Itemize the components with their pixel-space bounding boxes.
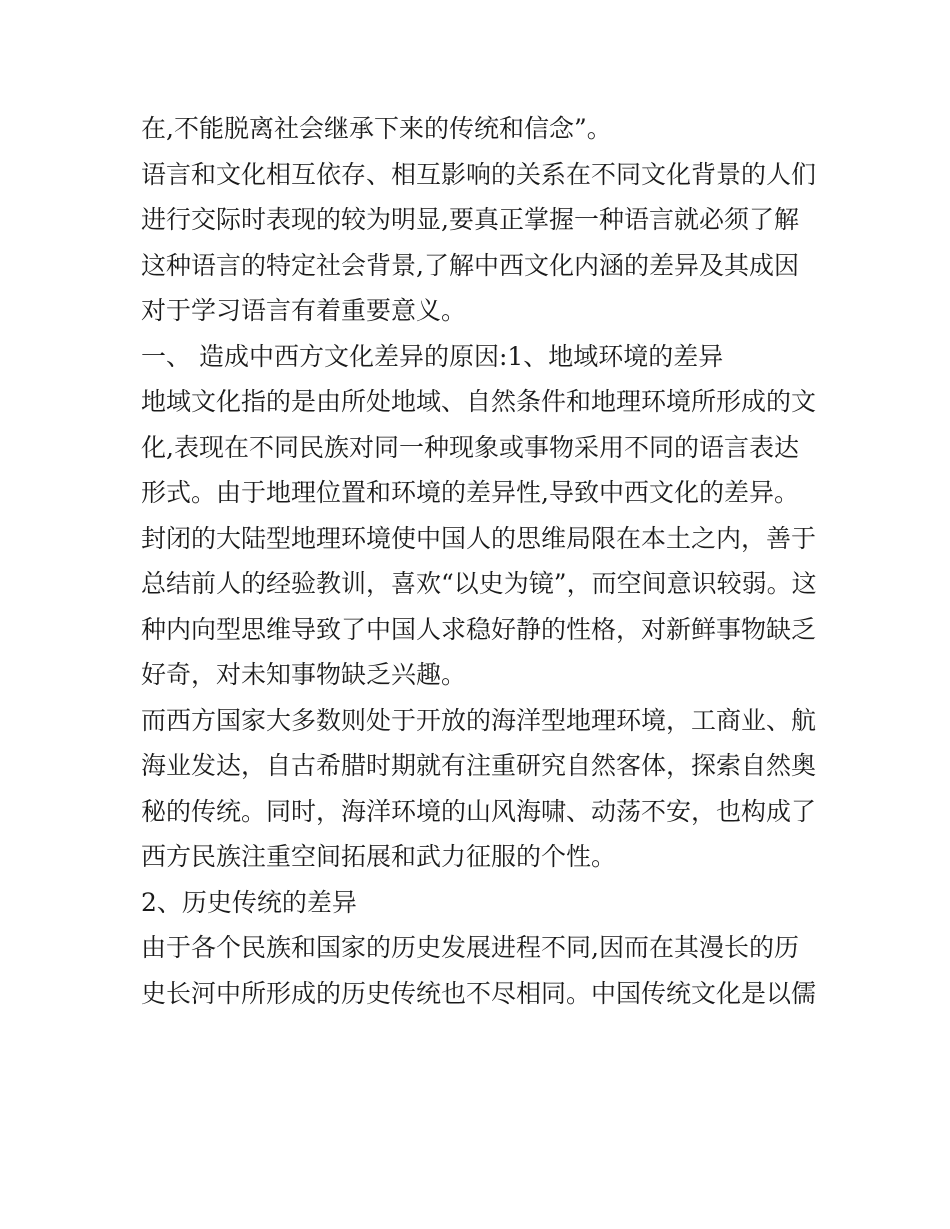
text-line: 化,表现在不同民族对同一种现象或事物采用不同的语言表达 xyxy=(141,432,799,462)
document-body xyxy=(141,106,821,1016)
text-line: 在,不能脱离社会继承下来的传统和信念”。 xyxy=(141,114,612,143)
text-line: 总结前人的经验教训，喜欢“以史为镜”，而空间意识较弱。这 xyxy=(141,569,817,598)
section-heading: 2、历史传统的差异 xyxy=(141,887,357,917)
text-line: 进行交际时表现的较为明显,要真正掌握一种语言就必须了解 xyxy=(141,205,799,234)
section-heading: 一、 造成中西方文化差异的原因:1、地域环境的差异 xyxy=(141,341,724,371)
text-line: 好奇，对未知事物缺乏兴趣。 xyxy=(141,660,467,689)
text-line: 这种语言的特定社会背景,了解中西文化内涵的差异及其成因 xyxy=(141,250,799,280)
text-line: 海业发达，自古希腊时期就有注重研究自然客体，探索自然奥 xyxy=(141,751,817,780)
text-line: 史长河中所形成的历史传统也不尽相同。中国传统文化是以儒 xyxy=(141,978,817,1008)
text-line: 秘的传统。同时，海洋环境的山风海啸、动荡不安，也构成了 xyxy=(141,796,817,826)
text-line: 封闭的大陆型地理环境使中国人的思维局限在本土之内，善于 xyxy=(141,523,817,553)
text-line: 由于各个民族和国家的历史发展进程不同,因而在其漫长的历 xyxy=(141,933,799,962)
text-line: 而西方国家大多数则处于开放的海洋型地理环境，工商业、航 xyxy=(141,705,817,735)
text-line: 西方民族注重空间拓展和武力征服的个性。 xyxy=(141,842,617,871)
text-line: 对于学习语言有着重要意义。 xyxy=(141,296,467,325)
text-line: 形式。由于地理位置和环境的差异性,导致中西文化的差异。 xyxy=(141,478,799,507)
text-line: 种内向型思维导致了中国人求稳好静的性格，对新鲜事物缺乏 xyxy=(141,614,817,644)
text-line: 地域文化指的是由所处地域、自然条件和地理环境所形成的文 xyxy=(141,387,817,416)
text-line: 语言和文化相互依存、相互影响的关系在不同文化背景的人们 xyxy=(141,159,817,189)
